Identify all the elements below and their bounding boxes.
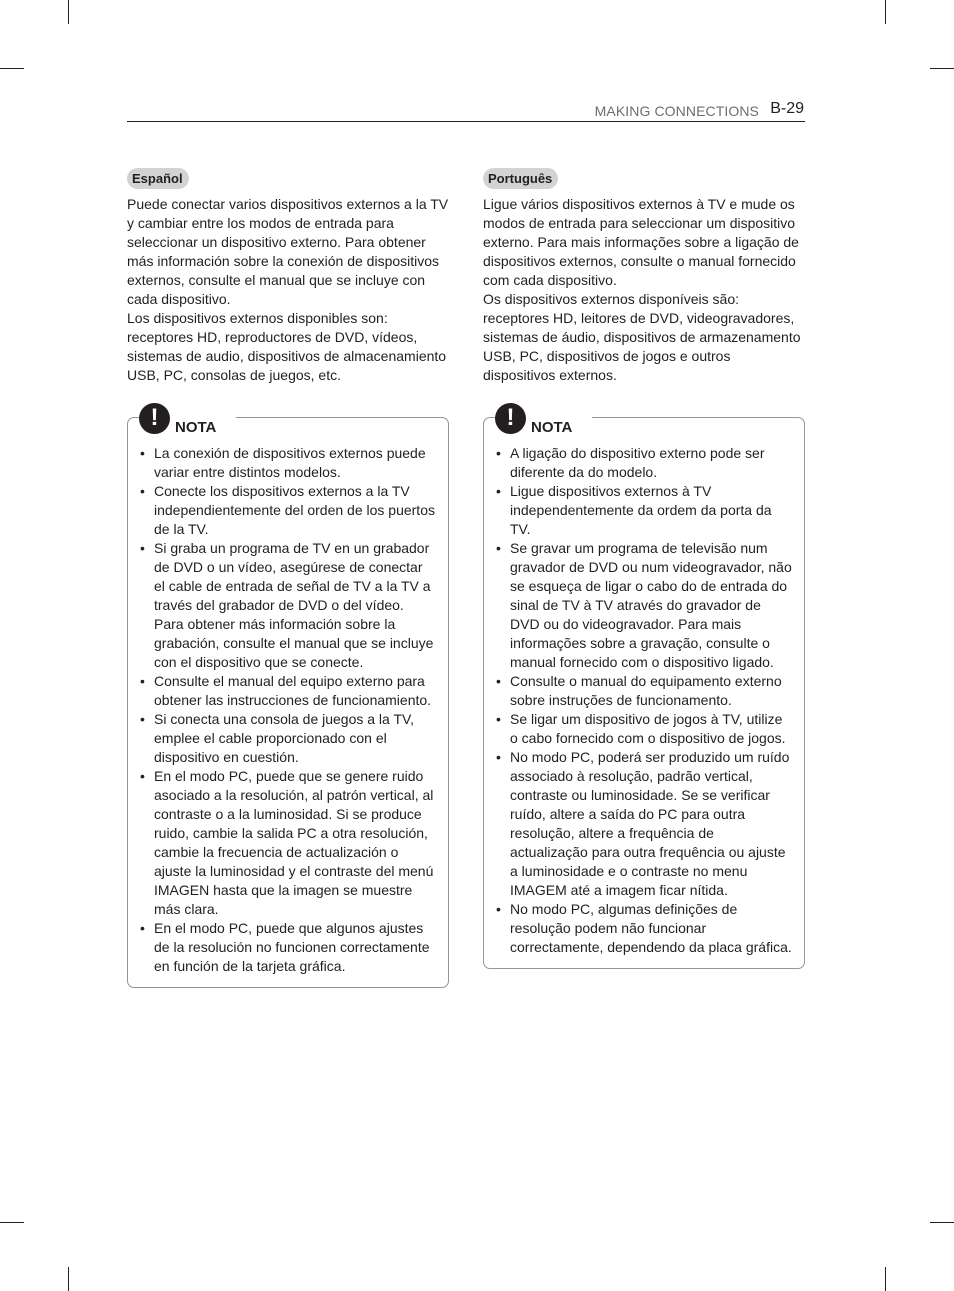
list-item: • No modo PC, algumas definições de resolução podem não funcionar correctamente, dependendo da placa gráfica. <box>484 900 792 957</box>
crop-mark <box>930 1222 954 1223</box>
page-number: B-29 <box>770 100 804 117</box>
header-divider <box>127 121 805 122</box>
note-frame <box>483 417 805 969</box>
note-frame <box>127 417 449 988</box>
note-box <box>483 404 805 969</box>
list-item: • En el modo PC, puede que algunos ajustes de la resolución no funcionen correctamente en función de la tarjeta gráfica. <box>128 919 436 976</box>
list-item: • Se gravar um programa de televisão num gravador de DVD ou num videogravador, não se esqueça de ligar o cabo do de entrada do sinal de TV à TV através do gravador de DVD ou do videogravador. Para mais informações sobre a gravação, consulte o manual fornecido com o dispositivo ligado. <box>484 539 792 672</box>
intro-text <box>127 195 449 385</box>
note-title: NOTA <box>531 419 573 436</box>
list-item: • Se ligar um dispositivo de jogos à TV, utilize o cabo fornecido com o dispositivo de jogos. <box>484 710 792 748</box>
crop-mark <box>0 1222 24 1223</box>
section-title: MAKING CONNECTIONS <box>594 103 759 119</box>
language-badge-spanish: Español <box>127 168 189 189</box>
note-header <box>139 395 236 437</box>
list-item: • Ligue dispositivos externos à TV independentemente da ordem da porta da TV. <box>484 482 792 539</box>
list-item: • La conexión de dispositivos externos puede variar entre distintos modelos. <box>128 444 436 482</box>
list-item: • Si conecta una consola de juegos a la TV, emplee el cable proporcionado con el dispositivo en cuestión. <box>128 710 436 767</box>
list-item: • En el modo PC, puede que se genere ruido asociado a la resolución, al patrón vertical, al contraste o a la luminosidad. Si se produce ruido, cambie la salida PC a otra resolución, cambie la frecuencia de actualización o ajuste la luminosidad y el contraste del menú IMAGEN hasta que la imagen se muestre más clara. <box>128 767 436 919</box>
crop-mark <box>0 68 24 69</box>
note-list <box>128 444 436 976</box>
crop-mark <box>885 0 886 24</box>
language-badge-portuguese: Português <box>483 168 558 189</box>
intro-text <box>483 195 805 385</box>
intro-paragraph: Puede conectar varios dispositivos externos a la TV y cambiar entre los modos de entrada para seleccionar un dispositivo externo. Para obtener más información sobre la conexión de dispositivos externos, consulte el manual que se incluye con cada dispositivo. <box>127 196 449 307</box>
spanish-column <box>127 168 449 988</box>
note-list <box>484 444 792 957</box>
list-item: • Consulte el manual del equipo externo para obtener las instrucciones de funcionamiento. <box>128 672 436 710</box>
list-item: • A ligação do dispositivo externo pode ser diferente da do modelo. <box>484 444 792 482</box>
page-header <box>127 98 805 124</box>
exclamation-icon: ! <box>495 403 526 434</box>
note-title: NOTA <box>175 419 217 436</box>
crop-mark <box>885 1267 886 1291</box>
intro-paragraph: Os dispositivos externos disponíveis são: receptores HD, leitores de DVD, videogravadores, sistemas de áudio, dispositivos de armazenamento USB, PC, dispositivos de jogos e outros dispositivos externos. <box>483 291 801 383</box>
list-item: • No modo PC, poderá ser produzido um ruído associado à resolução, padrão vertical, contraste ou luminosidade. Se se verificar ruído, altere a saída do PC para outra resolução, altere a frequência de actualização para outra frequência ou ajuste a luminosidade e o contraste no menu IMAGEM até a imagem ficar nítida. <box>484 748 792 900</box>
intro-paragraph: Ligue vários dispositivos externos à TV e mude os modos de entrada para seleccionar um dispositivo externo. Para mais informações sobre a ligação de dispositivos externos, consulte o manual fornecido com cada dispositivo. <box>483 196 799 288</box>
list-item: • Conecte los dispositivos externos a la TV independientemente del orden de los puertos de la TV. <box>128 482 436 539</box>
crop-mark <box>68 0 69 24</box>
portuguese-column <box>483 168 805 969</box>
list-item: • Consulte o manual do equipamento externo sobre instruções de funcionamento. <box>484 672 792 710</box>
exclamation-icon: ! <box>139 403 170 434</box>
crop-mark <box>68 1267 69 1291</box>
intro-paragraph: Los dispositivos externos disponibles son: receptores HD, reproductores de DVD, vídeos, sistemas de audio, dispositivos de almacenamiento USB, PC, consolas de juegos, etc. <box>127 310 447 383</box>
note-box <box>127 404 449 988</box>
list-item: • Si graba un programa de TV en un grabador de DVD o un vídeo, asegúrese de conectar el cable de entrada de señal de TV a la TV a través del grabador de DVD o del vídeo. Para obtener más información sobre la grabación, consulte el manual que se incluye con el dispositivo que se conecte. <box>128 539 436 672</box>
note-header <box>495 395 592 437</box>
crop-mark <box>930 68 954 69</box>
